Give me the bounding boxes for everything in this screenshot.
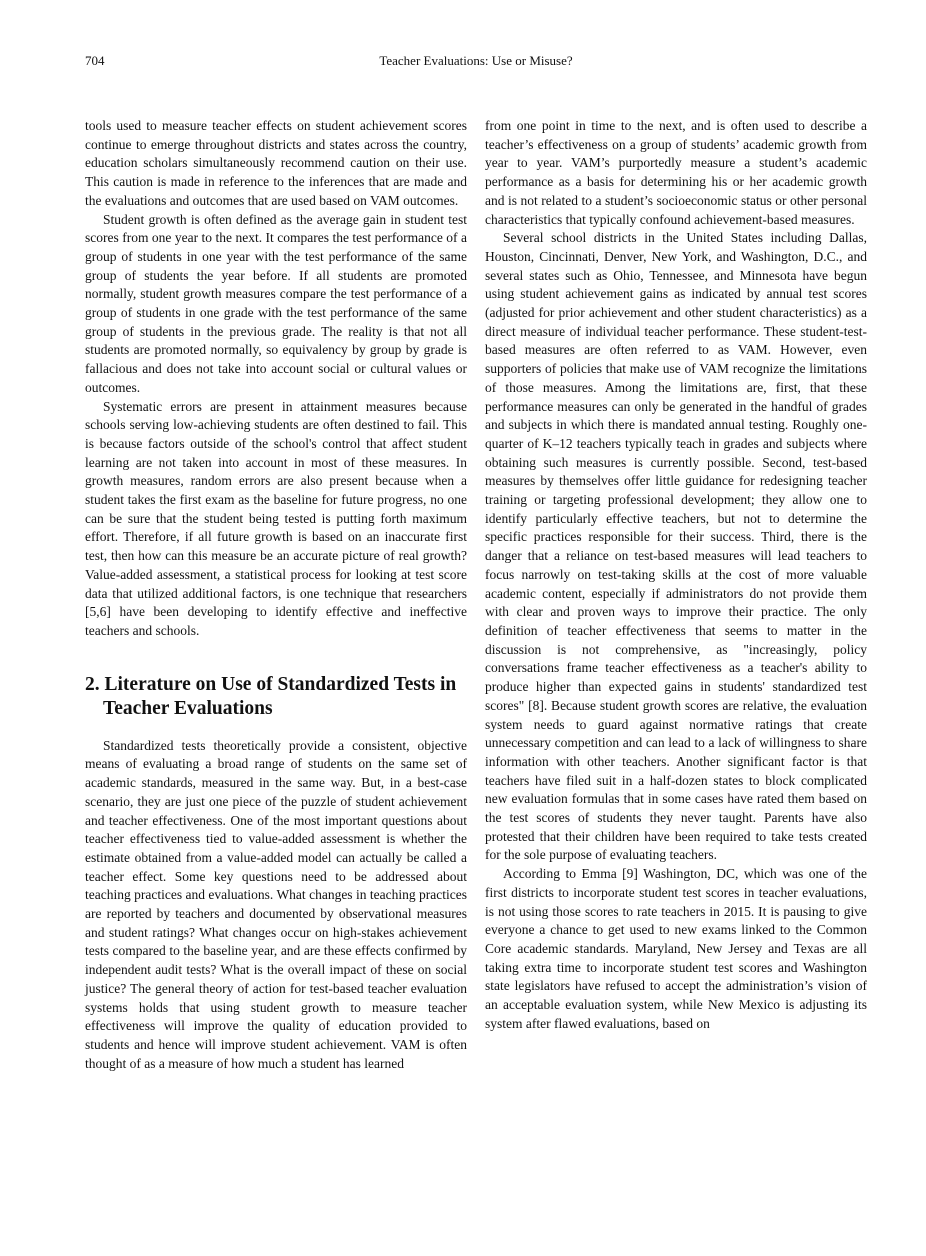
section-heading <box>85 673 467 721</box>
section-number: 2. <box>85 673 100 695</box>
paragraph-systematic-errors: Systematic errors are present in attainment measures because schools serving low-achieving students are often destined to fail. This is because factors outside of the school's control that affect student learning are not taken into account in most of these measures. In growth measures, random errors are also present because when a student takes the first exam as the baseline for future progress, no one can be sure that the student being tested is putting forth maximum effort. Therefore, if all future growth is based on an inaccurate first test, then how can this measure be an accurate picture of real growth? Value-added assessment, a statistical process for looking at test score data that utilized additional factors, is one technique that researchers [5,6] have been developing to identify effective and ineffective teachers and schools. <box>85 398 467 638</box>
paragraph-from-one-point: from one point in time to the next, and is often used to describe a teacher’s effectiveness on a group of students’ academic growth from year to year. VAM’s purportedly measure a student’s academic performance as a basis for determining his or her academic growth and is not related to a student’s socioeconomic status or other personal characteristics that typically confound achievement-based measures. <box>485 118 867 227</box>
paragraph-standardized-tests: Standardized tests theoretically provide a consistent, objective means of evaluating a broad range of students on the same set of academic standards, measured in the same way. But, in a best-case scenario, they are just one piece of the puzzle of student achievement and teacher effectiveness. One of the most important questions about teacher effectiveness tied to value-added assessment is whether the estimate obtained from a value-added model can actually be called a teacher effect. Some key questions need to be addressed about teaching practices and evaluations. What changes in teaching practices are reported by teachers and documented by observational measures and student ratings? What changes occur on high-stakes achievement tests compared to the baseline year, and are these effects confirmed by independent audit tests? What is the overall impact of these on social justice? The general theory of action for test-based teacher evaluation systems holds that using student growth to measure teacher effectiveness will improve the quality of education provided to students and hence will improve student achievement. VAM is often thought of as a measure of how much a student has learned <box>85 737 467 1071</box>
two-column-body <box>85 117 867 1073</box>
section-title: Literature on Use of Standardized Tests in Teacher Evaluations <box>103 673 457 719</box>
paragraph-several-districts: Several school districts in the United States including Dallas, Houston, Cincinnati, Denver, New York, and Washington, D.C., and several states such as Ohio, Tennessee, and Minnesota have begun using student achievement gains as indicated by annual test scores (adjusted for prior achievement and other student characteristics) as a direct measure of individual teacher performance. These student-test-based measures are often referred to as VAM. However, even supporters of policies that make use of VAM recognize the limitations of those measures. Among the limitations are, first, that these performance measures can only be generated in the handful of grades and subjects in which there is mandated annual testing. Roughly one-quarter of K–12 teachers typically teach in grades and subjects where obtaining such measures is currently possible. Second, test-based measures by themselves offer little guidance for redesigning teacher training or targeting professional development; they allow one to identify particularly effective teachers, but not to determine the specific practices responsible for their success. Third, there is the danger that a reliance on test-based measures will lead teachers to focus narrowly on test-taking skills at the cost of more valuable academic content, especially if administrators do not provide them with clear and proven ways to improve their practice. The only definition of teacher effectiveness that seems to matter in the discussion is not comprehensive, as "increasingly, policy conversations frame teacher effectiveness as a teacher's ability to produce higher than expected gains in students' standardized test scores" [8]. Because student growth scores are relative, the evaluation system needs to guard against normative ratings that create unnecessary competition and can lead to a lack of willingness to share information with other teachers. Another significant factor is that teachers have filed suit in a half-dozen states to block complicated new evaluation formulas that in some cases have rated them based on the test scores of students they never taught. Parents have also protested that their children have been required to take tests created for the sole purpose of evaluating teachers. <box>485 230 867 863</box>
running-title: Teacher Evaluations: Use or Misuse? <box>379 53 573 68</box>
left-column <box>85 117 467 1073</box>
page-number: 704 <box>85 53 105 68</box>
paragraph-tools-used: tools used to measure teacher effects on student achievement scores continue to emerge throughout districts and states across the country, education scholars simultaneously recommend caution on their use. This caution is made in reference to the inferences that are made and the evaluations and outcomes that are used based on VAM outcomes. <box>85 118 467 208</box>
paragraph-student-growth: Student growth is often defined as the average gain in student test scores from one year to the next. It compares the test performance of a group of students in one year with the test performance of the same group of students the year before. If all students are promoted normally, student growth measures compare the test performance of a group of students in one grade with the test performance of the same group of students in the previous grade. The reality is that not all students are promoted normally, so equivalency by group by grade is fallacious and does not take into account social or cultural values or outcomes. <box>85 211 467 395</box>
right-column <box>485 117 867 1073</box>
page-header <box>85 52 867 69</box>
paragraph-according-to-emma: According to Emma [9] Washington, DC, which was one of the first districts to incorporate student test scores in teacher evaluations, is not using those scores to rate teachers in 2015. It is pausing to give everyone a chance to get used to new exams linked to the Common Core academic standards. Maryland, New Jersey and Texas are all taking extra time to incorporate student test scores and Washington state legislators have refused to accept the administration’s vision of an acceptable evaluation system, while New Mexico is adjusting its system after flawed evaluations, based on <box>485 866 867 1031</box>
